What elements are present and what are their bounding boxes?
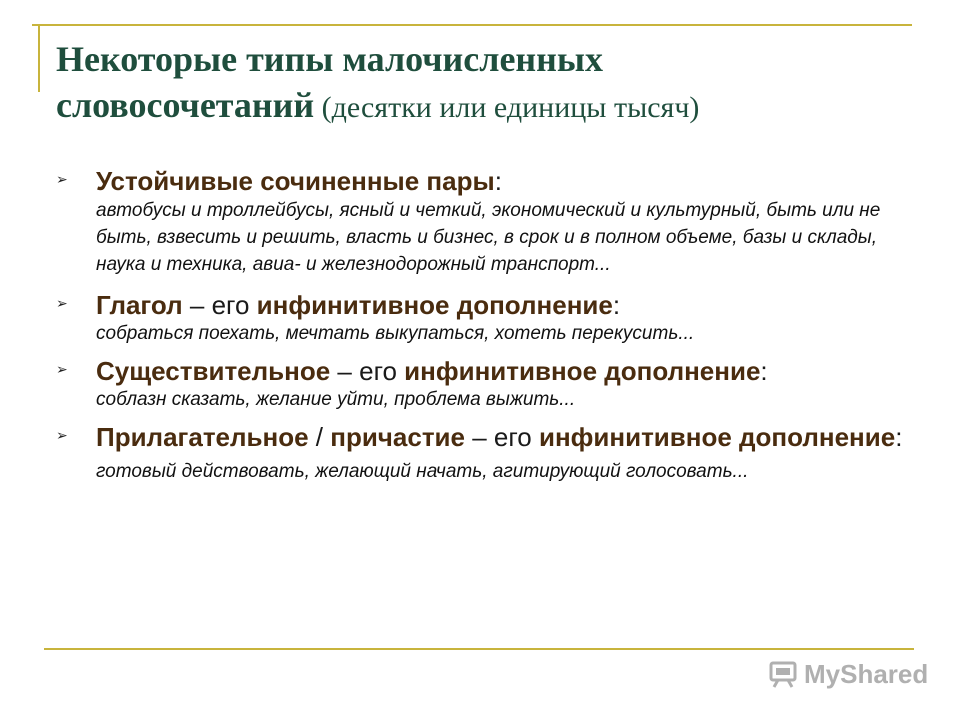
item-examples: соблазн сказать, желание уйти, проблема выжить... xyxy=(96,389,576,410)
heading-part: : xyxy=(895,422,903,452)
slide-title xyxy=(56,36,916,131)
item-heading xyxy=(96,356,926,387)
arrow-bullet-icon: ➢ xyxy=(56,171,68,187)
item-examples: собраться поехать, мечтать выкупаться, хотеть перекусить... xyxy=(96,323,695,344)
left-rule xyxy=(38,24,40,92)
heading-part: инфинитивное дополнение xyxy=(538,422,896,452)
myshared-logo xyxy=(768,656,928,692)
item-examples: автобусы и троллейбусы, ясный и четкий, экономический и культурный, быть или не быть, взвесить и решить, власть и бизнес, в срок и в полном объеме, базы и склады, наука и техника, авиа- и железнодорожный транспорт... xyxy=(96,200,881,275)
heading-part: причастие xyxy=(330,422,465,452)
bullet-list xyxy=(56,166,926,487)
item-heading xyxy=(96,290,926,321)
item-heading xyxy=(96,422,926,487)
item-heading xyxy=(96,166,926,197)
heading-part: Прилагательное xyxy=(96,422,309,452)
title-line-2-note: (десятки или единицы тысяч) xyxy=(314,91,700,124)
heading-part: – его xyxy=(330,356,405,386)
heading-part: – его xyxy=(465,422,539,452)
list-item xyxy=(56,356,926,412)
heading-part: : xyxy=(612,290,621,320)
heading-part: Существительное xyxy=(96,356,331,386)
title-line-1: Некоторые типы малочисленных xyxy=(56,39,604,79)
title-line-2-bold: словосочетаний xyxy=(56,85,315,125)
arrow-bullet-icon: ➢ xyxy=(56,295,68,311)
arrow-bullet-icon: ➢ xyxy=(56,427,68,443)
bottom-rule xyxy=(44,648,914,650)
heading-part: инфинитивное дополнение xyxy=(404,356,761,386)
heading-part: : xyxy=(494,166,502,196)
heading-part: инфинитивное дополнение xyxy=(256,290,613,320)
arrow-bullet-icon: ➢ xyxy=(56,361,68,377)
list-item xyxy=(56,422,926,487)
heading-part: / xyxy=(308,422,331,452)
heading-part: Устойчивые сочиненные пары xyxy=(96,166,495,196)
logo-text: MyShared xyxy=(804,658,929,689)
heading-part: : xyxy=(760,356,768,386)
item-inline-examples: готовый действовать, желающий начать, агитирующий голосовать... xyxy=(96,461,749,482)
list-item xyxy=(56,290,926,346)
list-item xyxy=(56,166,926,278)
top-rule xyxy=(32,24,912,26)
presentation-board-icon xyxy=(768,659,798,689)
heading-part: – его xyxy=(182,290,257,320)
heading-part: Глагол xyxy=(96,290,183,320)
